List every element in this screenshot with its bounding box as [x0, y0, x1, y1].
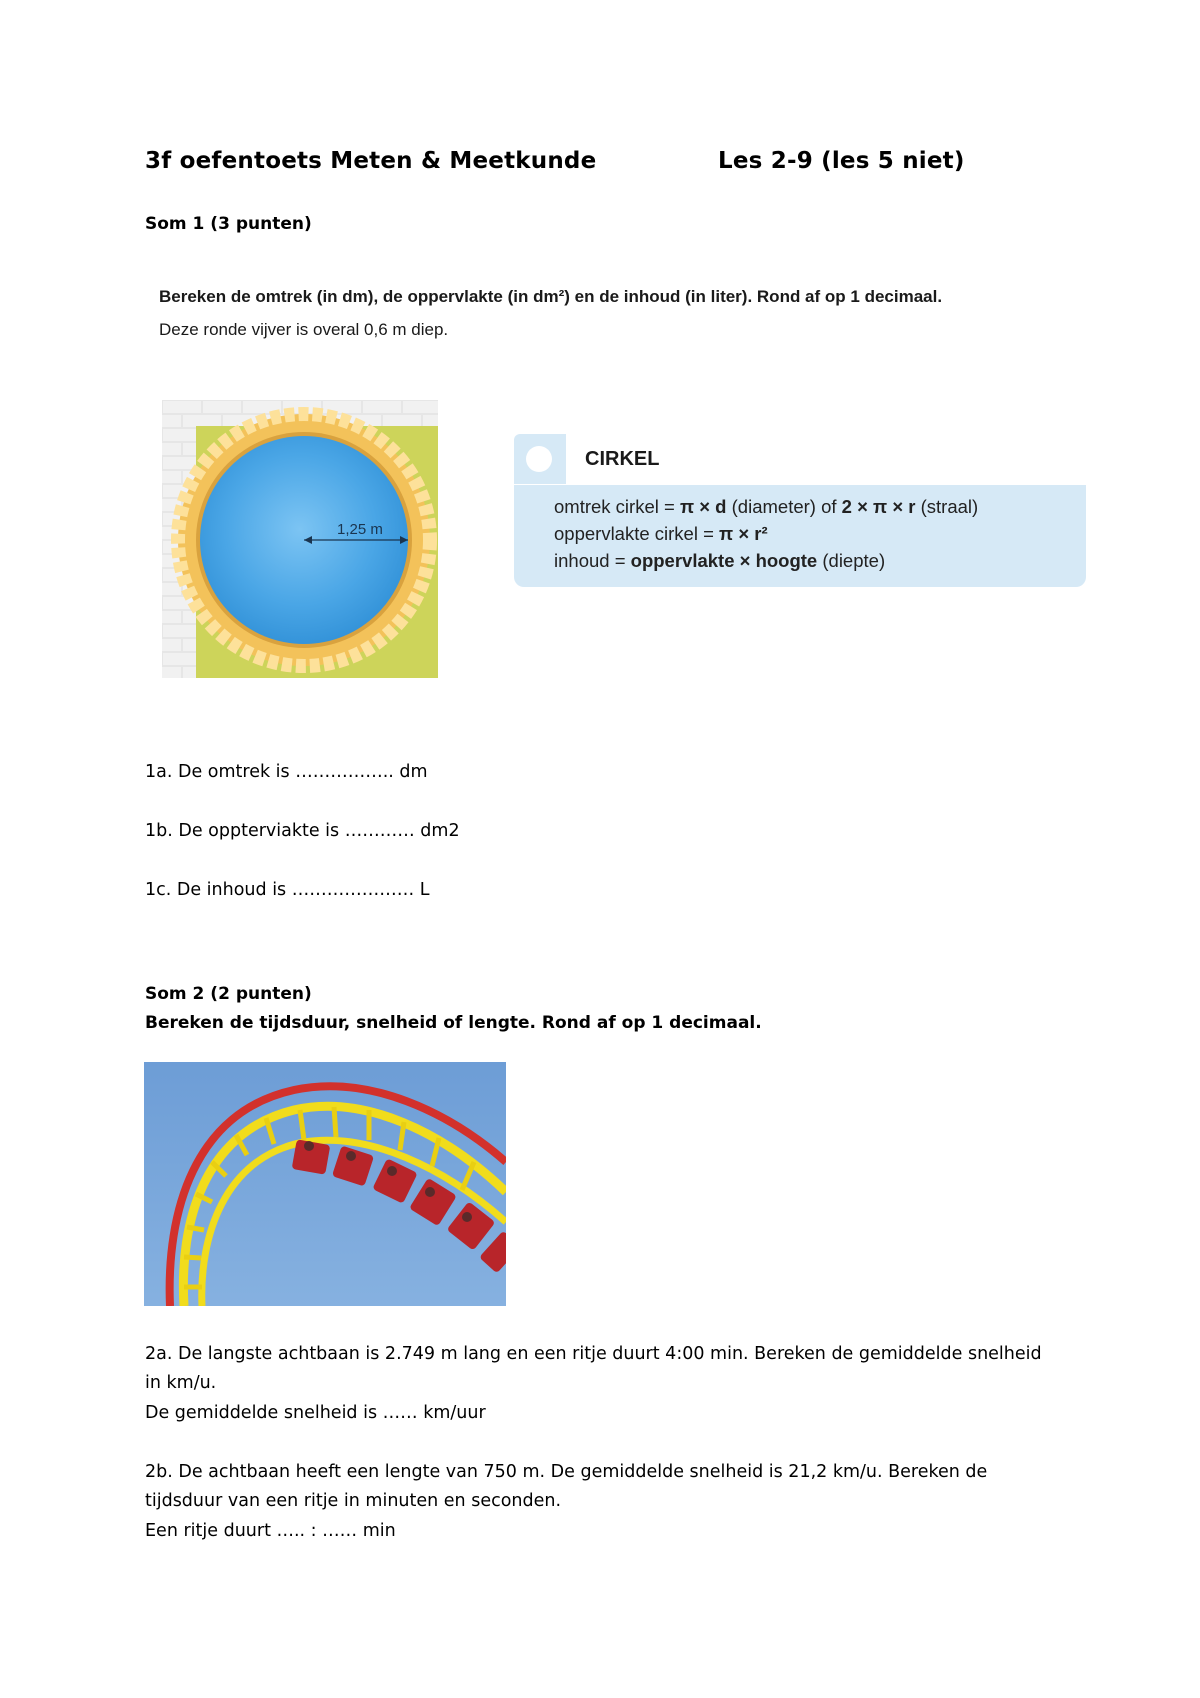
- rollercoaster-photo: [144, 1062, 506, 1306]
- formula-oppervlakte-text: oppervlakte cirkel =: [554, 523, 720, 544]
- formula-omtrek: [554, 496, 978, 518]
- formula-inhoud-text: inhoud =: [554, 550, 631, 571]
- som1-instruction: Deze ronde vijver is overal 0,6 m diep.: [159, 320, 449, 339]
- formula-inhoud-bold: oppervlakte × hoogte: [630, 550, 818, 571]
- question-2b-line1: 2b. De achtbaan heeft een lengte van 750 m. De gemiddelde snelheid is 21,2 km/u. Bereken de: [145, 1462, 988, 1482]
- formula-oppervlakte-r2: π × r²: [719, 523, 768, 544]
- page-title: 3f oefentoets Meten & Meetkunde: [145, 148, 597, 174]
- som2-heading: Som 2 (2 punten): [145, 984, 312, 1004]
- answer-1c: 1c. De inhoud is ………………… L: [145, 880, 430, 900]
- formula-omtrek-of: (diameter) of: [726, 496, 842, 517]
- question-2a-line1: 2a. De langste achtbaan is 2.749 m lang en een ritje duurt 4:00 min. Bereken de gemiddelde snelheid: [145, 1344, 1042, 1364]
- formula-card-header: [514, 434, 566, 484]
- formula-card-title: CIRKEL: [585, 448, 660, 470]
- answer-2a: De gemiddelde snelheid is …… km/uur: [145, 1403, 486, 1423]
- formula-omtrek-straal: (straal): [915, 496, 979, 517]
- lessons-label: Les 2-9 (les 5 niet): [718, 148, 965, 174]
- formula-inhoud-diepte: (diepte): [817, 550, 886, 571]
- answer-1a: 1a. De omtrek is …………….. dm: [145, 762, 428, 782]
- formula-omtrek-d: π × d: [679, 496, 727, 517]
- som1-heading: Som 1 (3 punten): [145, 214, 312, 234]
- pond-svg: [162, 400, 438, 678]
- radius-label: 1,25 m: [337, 521, 383, 538]
- formula-card: [514, 485, 1086, 587]
- som2-instruction: Bereken de tijdsduur, snelheid of lengte. Rond af op 1 decimaal.: [145, 1013, 762, 1033]
- question-2b-line2: tijdsduur van een ritje in minuten en seconden.: [145, 1491, 562, 1511]
- formula-oppervlakte: [554, 523, 768, 545]
- question-2a-line2: in km/u.: [145, 1373, 217, 1393]
- formula-omtrek-r: 2 × π × r: [841, 496, 916, 517]
- circle-icon: [526, 446, 552, 472]
- formula-inhoud: [554, 550, 885, 572]
- rollercoaster-svg: [144, 1062, 506, 1306]
- answer-2b: Een ritje duurt ….. : …… min: [145, 1521, 396, 1541]
- som1-instruction-bold: Bereken de omtrek (in dm), de oppervlakte (in dm²) en de inhoud (in liter). Rond af op 1 decimaal.: [159, 287, 943, 306]
- answer-1b: 1b. De oppterviakte is ………… dm2: [145, 821, 460, 841]
- pond-illustration: [162, 400, 438, 678]
- formula-omtrek-text: omtrek cirkel =: [554, 496, 680, 517]
